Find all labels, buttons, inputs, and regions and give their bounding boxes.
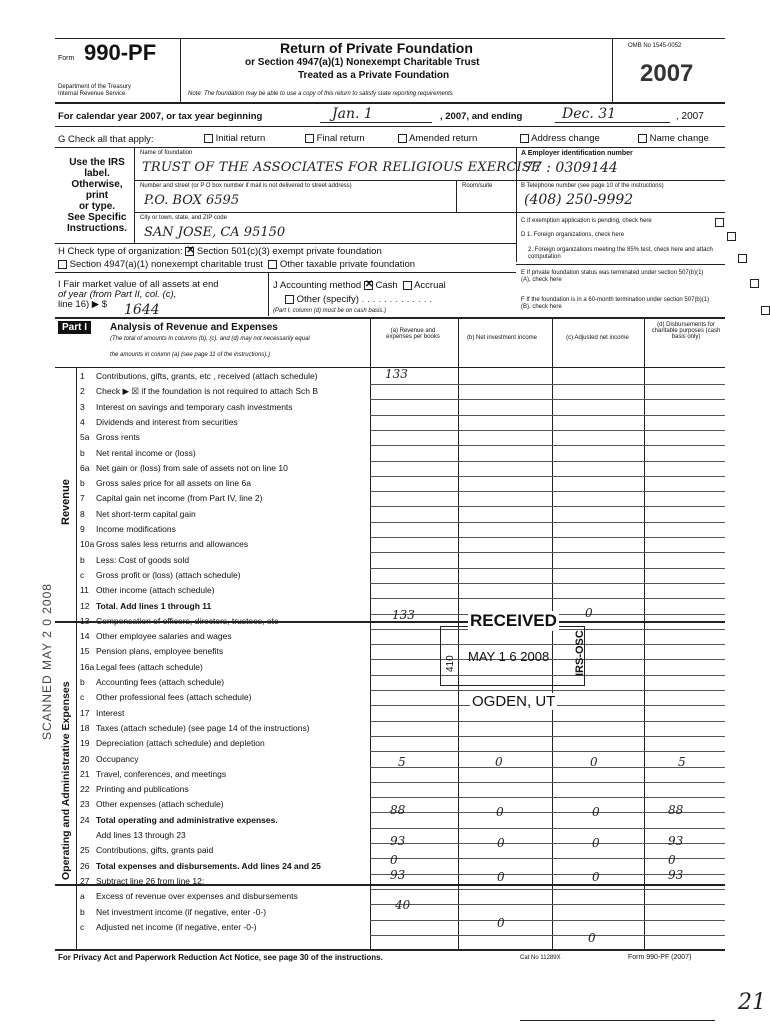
e-checkbox[interactable] xyxy=(750,279,759,288)
final-return-option[interactable] xyxy=(305,133,365,144)
row-rule xyxy=(370,935,725,936)
h-other-text: Other taxable private foundation xyxy=(279,259,416,270)
accrual-text: Accrual xyxy=(414,280,446,291)
line-11 xyxy=(80,524,176,536)
line-number: 25 xyxy=(80,845,90,856)
cash-basis-note: (Part I, column (d) must be on cash basis.) xyxy=(273,308,387,314)
line-4 xyxy=(80,417,238,429)
line27a-col-a[interactable]: 40 xyxy=(395,898,411,912)
line-3 xyxy=(80,402,293,414)
h-option-row-1 xyxy=(58,246,382,257)
row-rule xyxy=(370,445,725,446)
amended-return-checkbox[interactable] xyxy=(398,134,407,143)
line27c-col-c[interactable]: 0 xyxy=(588,931,596,945)
amended-return-option[interactable] xyxy=(398,133,477,144)
expenses-side-label: Operating and Administrative Expenses xyxy=(60,681,72,880)
address-change-option[interactable] xyxy=(520,133,600,144)
line18-col-b[interactable]: 0 xyxy=(495,755,503,769)
other-method-text: Other (specify) xyxy=(296,294,359,305)
line-18 xyxy=(80,631,232,643)
row-rule xyxy=(370,568,725,569)
row-rule xyxy=(370,552,725,553)
street-address[interactable]: P.O. BOX 6595 xyxy=(144,193,240,208)
line-number: 7 xyxy=(80,493,85,504)
line26-col-d[interactable]: 93 xyxy=(668,868,684,882)
received-stamp-title: RECEIVED xyxy=(470,611,557,630)
line-number: 15 xyxy=(80,646,90,657)
form-title: Return of Private Foundation xyxy=(280,40,473,56)
d2-checkbox[interactable] xyxy=(738,254,747,263)
and-ending-label: , 2007, and ending xyxy=(440,111,523,122)
line-28 xyxy=(80,784,189,796)
line-text: Net gain or (loss) from sale of assets not on line 10 xyxy=(96,462,288,473)
line24-col-c[interactable]: 0 xyxy=(592,836,600,850)
line-25 xyxy=(80,738,265,750)
line-text: Adjusted net income (if negative, enter -0-) xyxy=(96,921,257,932)
line-text: Taxes (attach schedule) (see page 14 of the instructions) xyxy=(96,722,310,733)
line-number: 21 xyxy=(80,768,90,779)
row-rule xyxy=(370,537,725,538)
line27b-col-b[interactable]: 0 xyxy=(497,916,505,930)
dept-line-2: Internal Revenue Service xyxy=(58,91,126,97)
line-32 xyxy=(80,845,213,857)
line-text: Total. Add lines 1 through 11 xyxy=(96,600,212,611)
line23-col-d[interactable]: 88 xyxy=(668,803,684,817)
line-number: 14 xyxy=(80,631,90,642)
otherwise-text: Otherwise, xyxy=(71,179,123,190)
form-number: 990-PF xyxy=(84,40,157,65)
label-text: label. xyxy=(84,168,110,179)
line-number: c xyxy=(80,569,85,580)
line-text: Accounting fees (attach schedule) xyxy=(96,677,225,687)
form-subtitle-1: or Section 4947(a)(1) Nonexempt Charitable Trust xyxy=(245,57,480,68)
line12-col-c[interactable]: 0 xyxy=(585,606,593,620)
page-number: 21 xyxy=(738,990,766,1015)
line-text: Other professional fees (attach schedule) xyxy=(96,692,252,703)
line-14 xyxy=(80,570,241,582)
line-19 xyxy=(80,646,223,658)
begin-date[interactable]: Jan. 1 xyxy=(332,106,373,122)
line18-col-a[interactable]: 5 xyxy=(398,755,406,769)
initial-return-checkbox[interactable] xyxy=(204,134,213,143)
line-12 xyxy=(80,539,248,551)
line1-col-a[interactable]: 133 xyxy=(385,367,408,381)
line-number: 4 xyxy=(80,416,85,427)
line-16 xyxy=(80,601,211,613)
line-text: Subtract line 26 from line 12: xyxy=(96,875,205,886)
initial-return-text: Initial return xyxy=(215,133,266,144)
h-other-checkbox[interactable] xyxy=(268,260,277,269)
tax-year: 2007 xyxy=(640,60,694,87)
line-24 xyxy=(80,723,310,735)
row-rule xyxy=(370,598,725,599)
line-35 xyxy=(80,891,298,903)
line26-col-a[interactable]: 93 xyxy=(390,868,406,882)
final-return-checkbox[interactable] xyxy=(305,134,314,143)
form-subtitle-2: Treated as a Private Foundation xyxy=(298,70,450,81)
line-number: 19 xyxy=(80,738,90,749)
row-rule xyxy=(370,920,725,921)
line24-col-a[interactable]: 93 xyxy=(390,834,406,848)
line-text: Less: Cost of goods sold xyxy=(96,554,190,565)
col-c-header: (c) Adjusted net income xyxy=(566,335,629,341)
use-irs-text: Use the IRS xyxy=(69,157,125,168)
line-text: Interest on savings and temporary cash investments xyxy=(96,401,293,412)
line-29 xyxy=(80,799,224,811)
line-number: 1 xyxy=(80,371,85,381)
privacy-notice: For Privacy Act and Paperwork Reduction Act Notice, see page 30 of the instructions. xyxy=(58,953,383,962)
row-rule xyxy=(370,767,725,768)
line18-col-c[interactable]: 0 xyxy=(590,755,598,769)
part-1-desc-2: the amounts in column (a) (see page 11 of the instructions).) xyxy=(110,352,270,358)
line-31 xyxy=(80,830,186,842)
phone-value[interactable]: (408) 250-9992 xyxy=(524,192,634,208)
line-text: Other expenses (attach schedule) xyxy=(96,799,224,810)
city-state-zip[interactable]: SAN JOSE, CA 95150 xyxy=(144,225,286,240)
line-number: 18 xyxy=(80,722,90,733)
final-return-text: Final return xyxy=(316,133,365,144)
cash-text: Cash xyxy=(375,280,398,291)
line25-col-a[interactable]: 0 xyxy=(390,853,398,867)
row-rule xyxy=(370,476,725,477)
address-change-checkbox[interactable] xyxy=(520,134,529,143)
line23-col-b[interactable]: 0 xyxy=(496,805,504,819)
row-rule xyxy=(370,583,725,584)
calendar-year-label: For calendar year 2007, or tax year beginning xyxy=(58,111,263,122)
or-type-text: or type. xyxy=(78,201,116,212)
line-number: b xyxy=(80,447,85,458)
line-text: Check ▶ ☒ if the foundation is not required to attach Sch B xyxy=(96,386,319,397)
line-number: 13 xyxy=(80,615,90,626)
line-21 xyxy=(80,677,224,689)
c-checkbox[interactable] xyxy=(715,218,724,227)
cash-checkbox[interactable] xyxy=(364,281,373,290)
line-number: 23 xyxy=(80,799,90,810)
end-year: , 2007 xyxy=(676,111,704,122)
line-number: 27 xyxy=(80,875,90,886)
line-37 xyxy=(80,922,257,934)
foundation-name-label: Name of foundation xyxy=(140,150,193,156)
line-text: Pension plans, employee benefits xyxy=(96,646,224,657)
line-10 xyxy=(80,509,196,521)
accounting-method-row xyxy=(273,280,446,291)
line-text: Other employee salaries and wages xyxy=(96,631,232,642)
h-4947-checkbox[interactable] xyxy=(58,260,67,269)
line-7 xyxy=(80,463,288,475)
line-text: Net investment income (if negative, enter -0-) xyxy=(96,906,267,917)
catalog-number: Cat No 11289X xyxy=(520,955,561,961)
print-text: print xyxy=(85,190,109,201)
line-36 xyxy=(80,907,266,919)
h-label: H Check type of organization: xyxy=(58,246,183,257)
line-number: 22 xyxy=(80,784,90,795)
revenue-side-label: Revenue xyxy=(60,479,72,525)
row-rule xyxy=(370,782,725,783)
line-number: 26 xyxy=(80,860,90,871)
row-rule xyxy=(370,797,725,798)
ein-label: A Employer identification number xyxy=(521,150,633,157)
line23-col-a[interactable]: 88 xyxy=(390,803,406,817)
line-text: Contributions, gifts, grants, etc , received (attach schedule) xyxy=(96,371,318,381)
line-number: 12 xyxy=(80,600,90,611)
row-rule xyxy=(370,736,725,737)
h-501c3-checkbox[interactable] xyxy=(185,247,194,256)
line-text: Income modifications xyxy=(96,524,176,534)
d2-label: 2. Foreign organizations meeting the 85% test, check here and attach computation xyxy=(528,247,713,260)
line-15 xyxy=(80,585,215,597)
line12-col-a[interactable]: 133 xyxy=(392,608,415,622)
line-30 xyxy=(80,815,278,827)
line-text: Depreciation (attach schedule) and depletion xyxy=(96,738,265,749)
line-text: Net rental income or (loss) xyxy=(96,447,196,458)
address-change-text: Address change xyxy=(531,133,600,144)
line-27 xyxy=(80,769,226,781)
street-label: Number and street (or P O box number if mail is not delivered to street address) xyxy=(140,183,352,189)
row-rule xyxy=(370,461,725,462)
line25-col-d[interactable]: 0 xyxy=(668,853,676,867)
part-1-title: Analysis of Revenue and Expenses xyxy=(110,322,278,333)
fmv-label-3: line 16) ▶ $ xyxy=(58,299,108,310)
row-rule xyxy=(370,384,725,385)
fmv-value[interactable]: 1644 xyxy=(124,302,160,318)
row-rule xyxy=(370,506,725,507)
row-rule xyxy=(370,491,725,492)
received-stamp-side: IRS-OSC xyxy=(574,630,586,676)
line26-col-b[interactable]: 0 xyxy=(497,870,505,884)
received-stamp-place: OGDEN, UT xyxy=(472,693,556,710)
row-rule xyxy=(370,415,725,416)
line-number: 20 xyxy=(80,753,90,764)
row-rule xyxy=(370,828,725,829)
row-rule xyxy=(370,889,725,890)
line-number: 11 xyxy=(80,585,89,596)
line26-col-c[interactable]: 0 xyxy=(592,870,600,884)
line24-col-d[interactable]: 93 xyxy=(668,834,684,848)
line-26 xyxy=(80,754,139,766)
ein-value[interactable]: 77 : 0309144 xyxy=(524,160,618,176)
name-change-checkbox[interactable] xyxy=(638,134,647,143)
row-rule xyxy=(370,522,725,523)
line23-col-c[interactable]: 0 xyxy=(592,805,600,819)
part-1-tag: Part I xyxy=(58,321,91,334)
line-number: 3 xyxy=(80,401,85,412)
line-1 xyxy=(80,371,318,383)
d1-label: D 1. Foreign organizations, check here xyxy=(521,232,625,238)
irs-label-instruction xyxy=(62,157,132,234)
room-suite-label: Room/suite xyxy=(462,183,493,189)
line-text: Contributions, gifts, grants paid xyxy=(96,845,214,856)
line24-col-b[interactable]: 0 xyxy=(497,836,505,850)
line-number: 5a xyxy=(80,432,90,443)
row-rule xyxy=(370,904,725,905)
line-text: Interest xyxy=(96,707,125,718)
accounting-method-label: J Accounting method xyxy=(273,280,362,291)
line-6 xyxy=(80,448,196,460)
line-text: Total expenses and disbursements. Add lines 24 and 25 xyxy=(96,860,321,871)
row-rule xyxy=(370,721,725,722)
form-prefix: Form xyxy=(58,55,75,62)
footer-form-id: Form 990-PF (2007) xyxy=(628,954,692,961)
c-label: C If exemption application is pending, check here xyxy=(521,218,652,224)
line-text: Gross rents xyxy=(96,432,140,443)
line-text: Other income (attach schedule) xyxy=(96,585,215,596)
accrual-checkbox[interactable] xyxy=(403,281,412,290)
header-note: Note: The foundation may be able to use a copy of this return to satisfy state reporting requirements xyxy=(188,91,453,97)
omb-number: OMB No 1545-0052 xyxy=(628,43,682,49)
line-2 xyxy=(80,386,318,398)
line-22 xyxy=(80,692,251,704)
phone-label: B Telephone number (see page 10 of the instructions) xyxy=(521,183,664,189)
row-rule xyxy=(370,430,725,431)
line-23 xyxy=(80,708,124,720)
line-text: Dividends and interest from securities xyxy=(96,416,238,427)
line-text: Travel, conferences, and meetings xyxy=(96,768,227,779)
other-method-row: Other (specify) ............. xyxy=(285,294,435,305)
line-number: 9 xyxy=(80,524,85,534)
line-number: a xyxy=(80,891,85,902)
other-method-checkbox[interactable] xyxy=(285,295,294,304)
received-stamp-date: MAY 1 6 2008 xyxy=(468,649,550,664)
line-number: c xyxy=(80,692,85,703)
line-number: 16a xyxy=(80,661,95,672)
line-text: Add lines 13 through 23 xyxy=(96,830,186,840)
line18-col-d[interactable]: 5 xyxy=(678,755,686,769)
f-checkbox[interactable] xyxy=(761,306,770,315)
scanned-side-stamp: SCANNED MAY 2 0 2008 xyxy=(40,583,54,740)
line-text: Net short-term capital gain xyxy=(96,508,196,519)
line-9 xyxy=(80,493,262,505)
instructions-text: Instructions. xyxy=(66,223,127,234)
line-number: 24 xyxy=(80,814,90,825)
line-number: 17 xyxy=(80,707,90,718)
row-rule xyxy=(370,399,725,400)
line-number: 6a xyxy=(80,462,90,473)
e-label: E If private foundation status was terminated under section 507(b)(1)(A), check here xyxy=(521,270,704,283)
fmv-label-1: I Fair market value of all assets at end xyxy=(58,279,219,290)
amended-return-text: Amended return xyxy=(409,133,478,144)
line-number: c xyxy=(80,921,85,932)
line-5 xyxy=(80,432,140,444)
col-b-header: (b) Net investment income xyxy=(466,335,538,341)
line-text: Compensation of officers, directors, trustees, etc xyxy=(96,615,279,626)
fmv-label-2: of year (from Part II, col. (c), xyxy=(58,289,177,300)
col-a-header: (a) Revenue and expenses per books xyxy=(386,328,440,340)
dept-line-1: Department of the Treasury xyxy=(58,84,132,90)
city-label: City or town, state, and ZIP code xyxy=(140,215,227,221)
line-text: Legal fees (attach schedule) xyxy=(96,661,203,672)
line-33 xyxy=(80,861,321,873)
initial-return-option[interactable] xyxy=(204,133,265,144)
h-501c3-text: Section 501(c)(3) exempt private foundation xyxy=(196,246,382,257)
name-change-option[interactable] xyxy=(638,133,709,144)
line-number: 8 xyxy=(80,508,85,519)
line-number: b xyxy=(80,554,85,565)
line-number: 10a xyxy=(80,539,95,550)
foundation-name[interactable]: TRUST OF THE ASSOCIATES FOR RELIGIOUS EXERCISE xyxy=(142,160,541,175)
line-number: 2 xyxy=(80,386,85,397)
line-20 xyxy=(80,662,203,674)
line-text: Gross sales less returns and allowances xyxy=(96,539,249,550)
line-text: Gross sales price for all assets on line 6a xyxy=(96,478,251,489)
line-text: Occupancy xyxy=(96,753,139,764)
line-number: b xyxy=(80,677,85,687)
line-text: Capital gain net income (from Part IV, line 2) xyxy=(96,493,263,504)
f-label: F If the foundation is in a 60-month termination under section 507(b)(1)(B), check here xyxy=(521,297,710,310)
col-d-header: (d) Disbursements for charitable purposes (cash basis only) xyxy=(651,322,721,340)
h-option-row-2 xyxy=(58,259,415,270)
h-4947-text: Section 4947(a)(1) nonexempt charitable trust xyxy=(69,259,263,270)
g-check-label: G Check all that apply: xyxy=(58,134,154,145)
row-rule xyxy=(370,690,725,691)
line-text: Printing and publications xyxy=(96,784,189,795)
line-number: b xyxy=(80,478,85,489)
d1-checkbox[interactable] xyxy=(727,232,736,241)
line-text: Excess of revenue over expenses and disbursements xyxy=(96,891,298,902)
line-34 xyxy=(80,876,204,888)
part-1-desc-1: (The total of amounts in columns (b), (c), and (d) may not necessarily equal xyxy=(110,336,310,342)
line-text: Total operating and administrative expenses. xyxy=(96,814,278,825)
line-text: Gross profit or (loss) (attach schedule) xyxy=(96,569,241,580)
name-change-text: Name change xyxy=(649,133,709,144)
line-13 xyxy=(80,555,189,567)
received-stamp-code: 410 xyxy=(445,655,456,672)
see-specific-text: See Specific xyxy=(67,212,127,223)
line-8 xyxy=(80,478,251,490)
line-number: b xyxy=(80,906,85,917)
end-date[interactable]: Dec. 31 xyxy=(562,106,617,122)
row-rule xyxy=(370,751,725,752)
